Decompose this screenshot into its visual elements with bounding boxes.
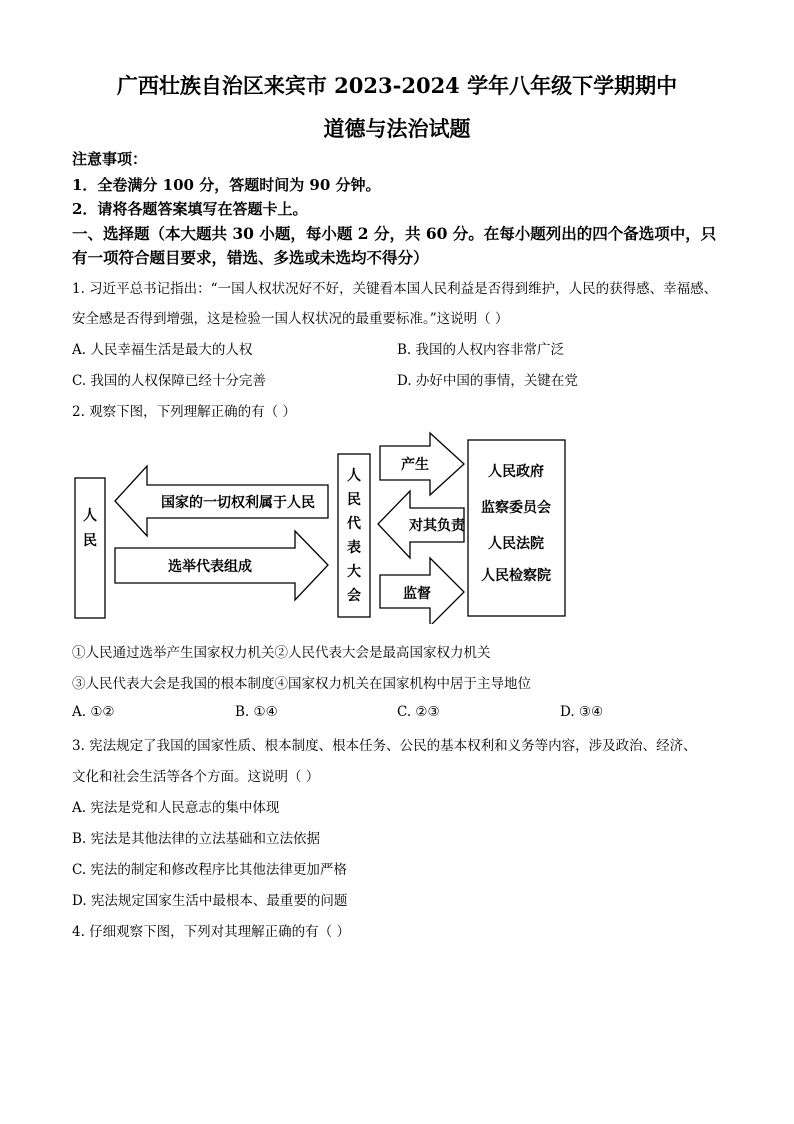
rights-arrow-label: 国家的一切权利属于人民 [161,495,315,511]
q3-option-b: B. 宪法是其他法律的立法基础和立法依据 [72,831,321,847]
organ-supervisory-commission: 监察委员会 [481,500,551,516]
state-structure-diagram [70,428,710,624]
q1-stem-line1: 1. 习近平总书记指出：“一国人权状况好不好，关键看本国人民利益是否得到维护，人民的获得感、幸福感、 [72,281,718,297]
q1-option-b: B. 我国的人权内容非常广泛 [397,342,565,358]
q1-option-d: D. 办好中国的事情，关键在党 [397,373,578,389]
q1-option-c: C. 我国的人权保障已经十分完善 [72,373,266,389]
q1-stem-line2: 安全感是否得到增强，这是检验一国人权状况的最重要标准。”这说明（ ） [72,311,509,327]
q2-option-a: A. ①② [72,704,115,720]
q2-statements-line1: ①人民通过选举产生国家权力机关②人民代表大会是最高国家权力机关 [72,645,491,661]
q2-option-b: B. ①④ [235,704,278,720]
produce-arrow-label: 产生 [401,457,429,473]
q2-stem: 2. 观察下图，下列理解正确的有（ ） [72,404,296,420]
organ-procuratorate: 人民检察院 [481,568,551,584]
npc-label-char: 表 [347,540,361,556]
people-label-2: 民 [83,533,97,549]
q3-option-d: D. 宪法规定国家生活中最根本、最重要的问题 [72,893,348,909]
npc-label-char: 人 [347,468,361,484]
exam-title: 广西壮族自治区来宾市 2023-2024 学年八年级下学期期中 [116,73,678,98]
npc-label-char: 会 [347,588,361,604]
organ-court: 人民法院 [488,536,544,552]
q2-statements-line2: ③人民代表大会是我国的根本制度④国家权力机关在国家机构中居于主导地位 [72,676,531,692]
notice-item-1: 1．全卷满分 100 分，答题时间为 90 分钟。 [72,176,381,194]
npc-label-char: 代 [347,516,361,532]
election-arrow-label: 选举代表组成 [168,559,252,575]
organ-government: 人民政府 [488,464,544,480]
q2-option-c: C. ②③ [397,704,440,720]
exam-subtitle: 道德与法治试题 [323,116,471,141]
section-heading-line1: 一、选择题（本大题共 30 小题，每小题 2 分，共 60 分。在每小题列出的四个备选项中，只 [72,224,717,243]
npc-label-char: 民 [347,492,361,508]
q4-stem: 4. 仔细观察下图，下列对其理解正确的有（ ） [72,924,350,940]
q3-option-a: A. 宪法是党和人民意志的集中体现 [72,800,280,816]
q3-option-c: C. 宪法的制定和修改程序比其他法律更加严格 [72,862,347,878]
notice-item-2: 2．请将各题答案填写在答题卡上。 [72,200,308,218]
section-heading-line2: 有一项符合题目要求，错选、多选或未选均不得分） [72,248,429,267]
q2-option-d: D. ③④ [560,704,604,720]
npc-label-char: 大 [347,564,361,580]
q1-option-a: A. 人民幸福生活是最大的人权 [72,342,253,358]
responsible-arrow-label: 对其负责 [409,518,465,534]
notice-heading: 注意事项： [72,150,148,168]
people-label-1: 人 [83,508,97,524]
q3-stem-line1: 3. 宪法规定了我国的国家性质、根本制度、根本任务、公民的基本权利和义务等内容，涉及政治、经济、 [72,738,697,754]
supervise-arrow-label: 监督 [403,586,431,602]
q3-stem-line2: 文化和社会生活等各个方面。这说明（ ） [72,769,320,785]
